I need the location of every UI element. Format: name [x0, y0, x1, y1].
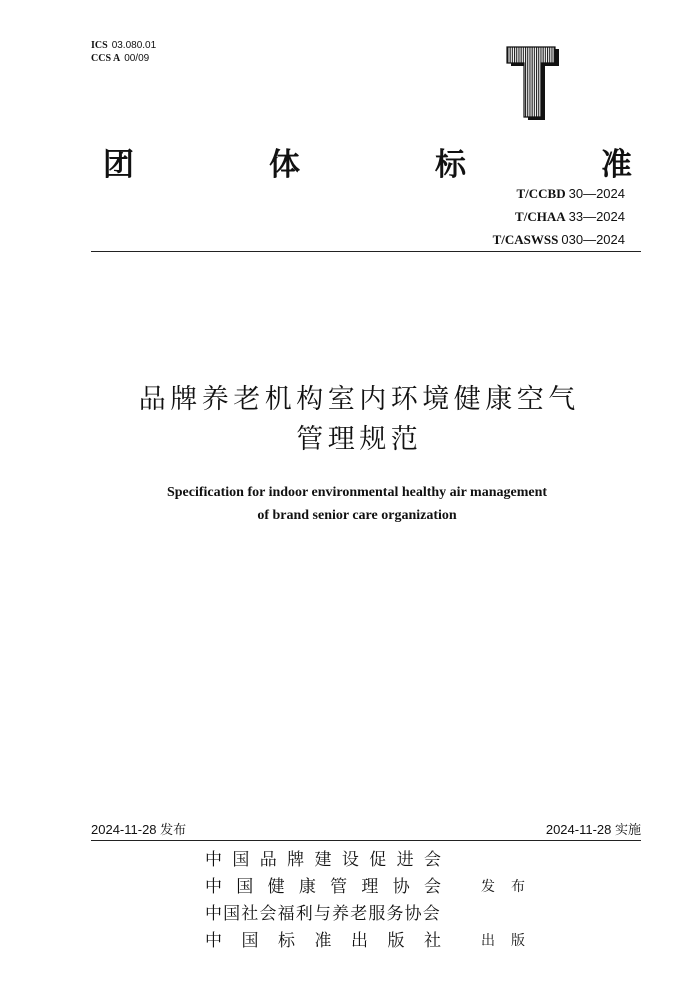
standard-number	[493, 183, 625, 206]
title-zh-line-2: 管理规范	[296, 424, 423, 455]
standard-year: 33—2024	[568, 209, 625, 224]
category-title: 团 体 标 准	[103, 147, 632, 183]
footer-divider	[91, 840, 641, 841]
standard-number	[493, 206, 625, 229]
standard-year: 30—2024	[568, 186, 625, 201]
issue-label: 发 布	[481, 879, 525, 895]
publish-label: 出 版	[481, 933, 525, 949]
standard-number	[493, 229, 625, 252]
standard-code: T/CASWSS	[492, 232, 559, 247]
standard-type-t-logo-icon	[503, 45, 563, 123]
ics-label: ICS	[91, 40, 108, 51]
ccs-code-line	[91, 52, 149, 65]
issue-date: 2024-11-28 发布	[91, 822, 187, 837]
standard-code: T/CHAA	[515, 209, 566, 224]
ics-code: 03.080.01	[111, 40, 157, 51]
standard-number-list	[493, 183, 625, 252]
ics-code-line	[91, 39, 156, 52]
title-zh-line-1: 品牌养老机构室内环境健康空气	[138, 384, 580, 415]
implementation-date: 2024-11-28 实施	[545, 822, 641, 837]
standard-year: 030—2024	[561, 232, 625, 247]
issuer-name: 中 国 健 康 管 理 协 会	[205, 877, 441, 897]
header-divider	[91, 251, 641, 252]
ccs-label: CCS A	[91, 53, 121, 64]
title-en-line-1: Specification for indoor environmental healthy air management	[166, 485, 548, 500]
issuer-name: 中 国 品 牌 建 设 促 进 会	[205, 850, 441, 870]
standard-code: T/CCBD	[516, 186, 566, 201]
publisher-name: 中 国 标 准 出 版 社	[205, 931, 441, 951]
title-en-line-2: of brand senior care organization	[257, 508, 457, 523]
ccs-code: 00/09	[124, 53, 150, 64]
issuer-name: 中国社会福利与养老服务协会	[205, 904, 441, 924]
